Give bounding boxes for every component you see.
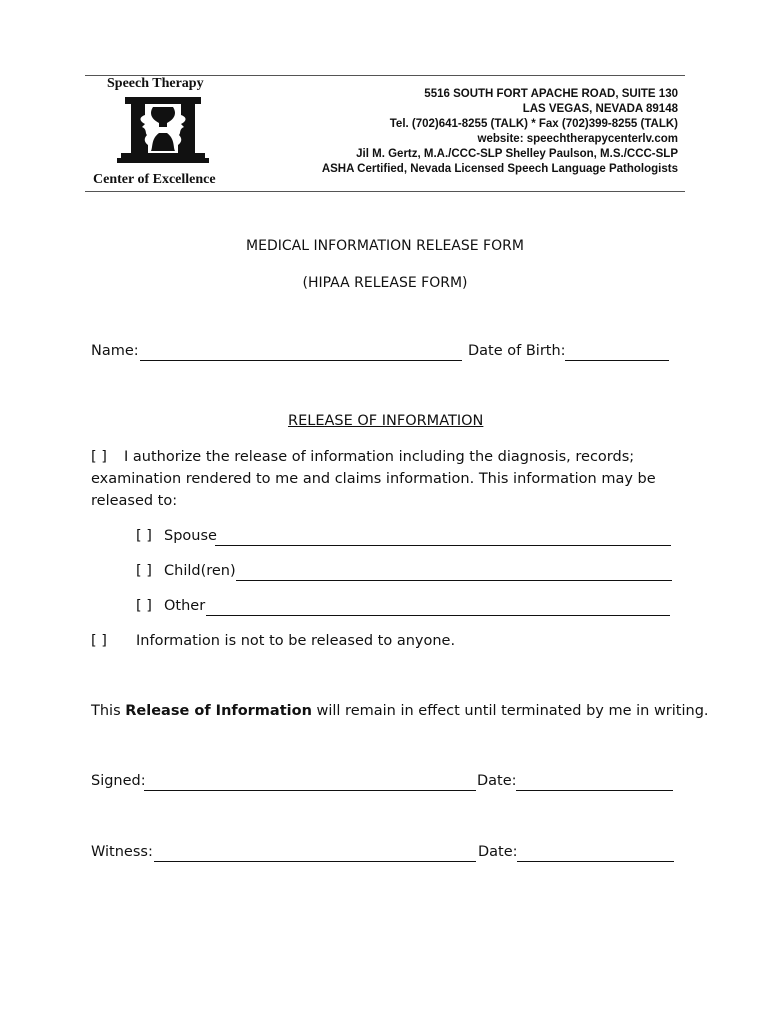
- authorize-checkbox[interactable]: [ ]: [91, 449, 107, 465]
- effect-prefix: This: [91, 703, 126, 719]
- not-released-checkbox[interactable]: [ ]: [91, 633, 107, 649]
- address-street: 5516 SOUTH FORT APACHE ROAD, SUITE 130: [424, 88, 678, 100]
- not-released-text: Information is not to be released to anyone.: [136, 633, 456, 649]
- signed-date-label: Date:: [477, 773, 517, 789]
- witness-field[interactable]: [154, 861, 476, 862]
- spouse-field[interactable]: [215, 545, 671, 546]
- signed-date-field[interactable]: [516, 790, 673, 791]
- spouse-checkbox[interactable]: [ ]: [136, 528, 152, 544]
- name-label: Name:: [91, 343, 139, 359]
- dob-field[interactable]: [565, 360, 669, 361]
- authorize-text-line1: I authorize the release of information including the diagnosis, records;: [124, 449, 635, 465]
- signed-label: Signed:: [91, 773, 146, 789]
- logo-bottom-text: Center of Excellence: [93, 172, 216, 187]
- effect-statement: [91, 703, 709, 719]
- children-label: Child(ren): [164, 563, 236, 579]
- authorize-text-line2: examination rendered to me and claims information. This information may be: [91, 471, 656, 487]
- form-subtitle: (HIPAA RELEASE FORM): [302, 275, 468, 291]
- address-phone-fax: Tel. (702)641-8255 (TALK) * Fax (702)399-8255 (TALK): [389, 118, 678, 130]
- other-field[interactable]: [206, 615, 670, 616]
- address-clinicians: Jil M. Gertz, M.A./CCC-SLP Shelley Paulson, M.S./CCC-SLP: [356, 148, 678, 160]
- children-field[interactable]: [236, 580, 672, 581]
- other-label: Other: [164, 598, 206, 614]
- release-section-heading: RELEASE OF INFORMATION: [288, 413, 484, 429]
- name-field[interactable]: [140, 360, 462, 361]
- logo-faces-vase-icon: [115, 97, 211, 163]
- effect-bold-term: Release of Information: [125, 703, 312, 719]
- form-title: MEDICAL INFORMATION RELEASE FORM: [246, 238, 524, 254]
- dob-label: Date of Birth:: [468, 343, 566, 359]
- authorize-text-line3: released to:: [91, 493, 178, 509]
- witness-label: Witness:: [91, 844, 153, 860]
- address-website: website: speechtherapycenterlv.com: [477, 133, 678, 145]
- spouse-label: Spouse: [164, 528, 217, 544]
- witness-date-label: Date:: [478, 844, 518, 860]
- other-checkbox[interactable]: [ ]: [136, 598, 152, 614]
- logo-top-text: Speech Therapy: [107, 76, 204, 91]
- address-city: LAS VEGAS, NEVADA 89148: [522, 103, 678, 115]
- address-certification: ASHA Certified, Nevada Licensed Speech Language Pathologists: [321, 163, 678, 175]
- witness-date-field[interactable]: [517, 861, 674, 862]
- children-checkbox[interactable]: [ ]: [136, 563, 152, 579]
- header-bottom-rule: [85, 191, 685, 192]
- signed-field[interactable]: [144, 790, 476, 791]
- effect-suffix: will remain in effect until terminated by me in writing.: [311, 703, 709, 719]
